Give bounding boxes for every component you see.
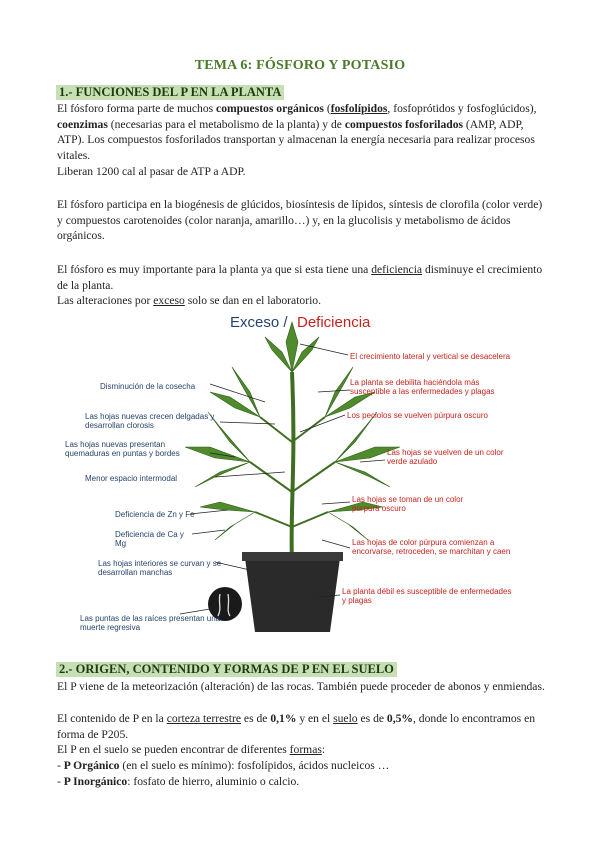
page-title: TEMA 6: FÓSFORO Y POTASIO (194, 58, 406, 73)
label-planta-debilita: La planta se debilita haciéndola más susceptible a las enfermedades y plagas (350, 378, 495, 396)
paragraph-atp: Liberan 1200 cal al pasar de ATP a ADP. (57, 165, 246, 178)
label-disminucion-cosecha: Disminución de la cosecha (100, 382, 196, 391)
figure-title-deficiencia: Deficiencia (297, 314, 371, 331)
label-deficiencia-ca-mg: Deficiencia de Ca y Mg (115, 530, 184, 548)
list-item-p-inorganico: - P Inorgánico: fosfato de hierro, aluminio o calcio. (57, 775, 300, 788)
label-hojas-interiores: Las hojas interiores se curvan y se desarrollan manchas (98, 559, 222, 577)
label-planta-debil: La planta débil es susceptible de enfermedades y plagas (342, 587, 512, 605)
paragraph-formas: El P en el suelo se pueden encontrar de diferentes formas: (57, 743, 326, 756)
label-hojas-verde-azulado: Las hojas se vuelven de un color verde azulado (387, 448, 504, 466)
label-peciolos-purpura: Los peciolos se vuelven púrpura oscuro (347, 411, 488, 420)
plant-deficiency-figure (60, 312, 550, 642)
paragraph-exceso: Las alteraciones por exceso solo se dan en el laboratorio. (57, 294, 321, 307)
list-item-p-organico: - P Orgánico (en el suelo es mínimo): fosfolípidos, ácidos nucleicos … (57, 759, 390, 772)
paragraph-biogenesis: El fósforo participa en la biogénesis de glúcidos, biosíntesis de lípidos, síntesis de clorofila (color verde) y compuestos carotenoides (color naranja, amarillo…) y, en la glucolisis y metabolismo de ácidos orgánicos. (57, 198, 543, 242)
label-menor-espacio: Menor espacio intermodal (85, 474, 178, 483)
paragraph-compuestos: El fósforo forma parte de muchos compuestos orgánicos (fosfolípidos, fosfoprótidos y fosfoglúcidos), coenzimas (necesarias para el metabolismo de la planta) y de compuestos fosforilados (AMP, ADP, ATP). Los compuestos fosforilados transportan y almacenan la energía necesaria para realizar procesos vitales. (57, 102, 537, 162)
label-hojas-nuevas-clorosis: Las hojas nuevas crecen delgadas y desarrollan clorosis (85, 412, 215, 430)
figure-title-exceso: Exceso / (230, 314, 288, 331)
paragraph-deficiencia: El fósforo es muy importante para la planta ya que si esta tiene una deficiencia disminuye el crecimiento de la planta. (57, 263, 543, 292)
label-hojas-encorvarse: Las hojas de color púrpura comienzan a encorvarse, retroceden, se marchitan y caen (352, 538, 511, 556)
section-heading-origen: 2.- ORIGEN, CONTENIDO Y FORMAS DE P EN EL SUELO (56, 662, 397, 677)
label-hojas-purpura-oscuro: Las hojas se toman de un color púrpura oscuro (352, 495, 464, 513)
section-heading-funciones: 1.- FUNCIONES DEL P EN LA PLANTA (56, 85, 284, 100)
label-puntas-raices: Las puntas de las raíces presentan una muerte regresiva (80, 614, 221, 632)
label-deficiencia-zn-fe: Deficiencia de Zn y Fe (115, 510, 195, 519)
label-crecimiento-desacelera: El crecimiento lateral y vertical se desacelera (350, 352, 511, 361)
paragraph-meteorizacion: El P viene de la meteorización (alteración) de las rocas. También puede proceder de abonos y enmiendas. (57, 680, 545, 693)
paragraph-contenido: El contenido de P en la corteza terrestre es de 0,1% y en el suelo es de 0,5%, donde lo encontramos en forma de P205. (57, 712, 536, 741)
label-hojas-nuevas-quemaduras: Las hojas nuevas presentan quemaduras en puntas y bordes (65, 440, 180, 458)
